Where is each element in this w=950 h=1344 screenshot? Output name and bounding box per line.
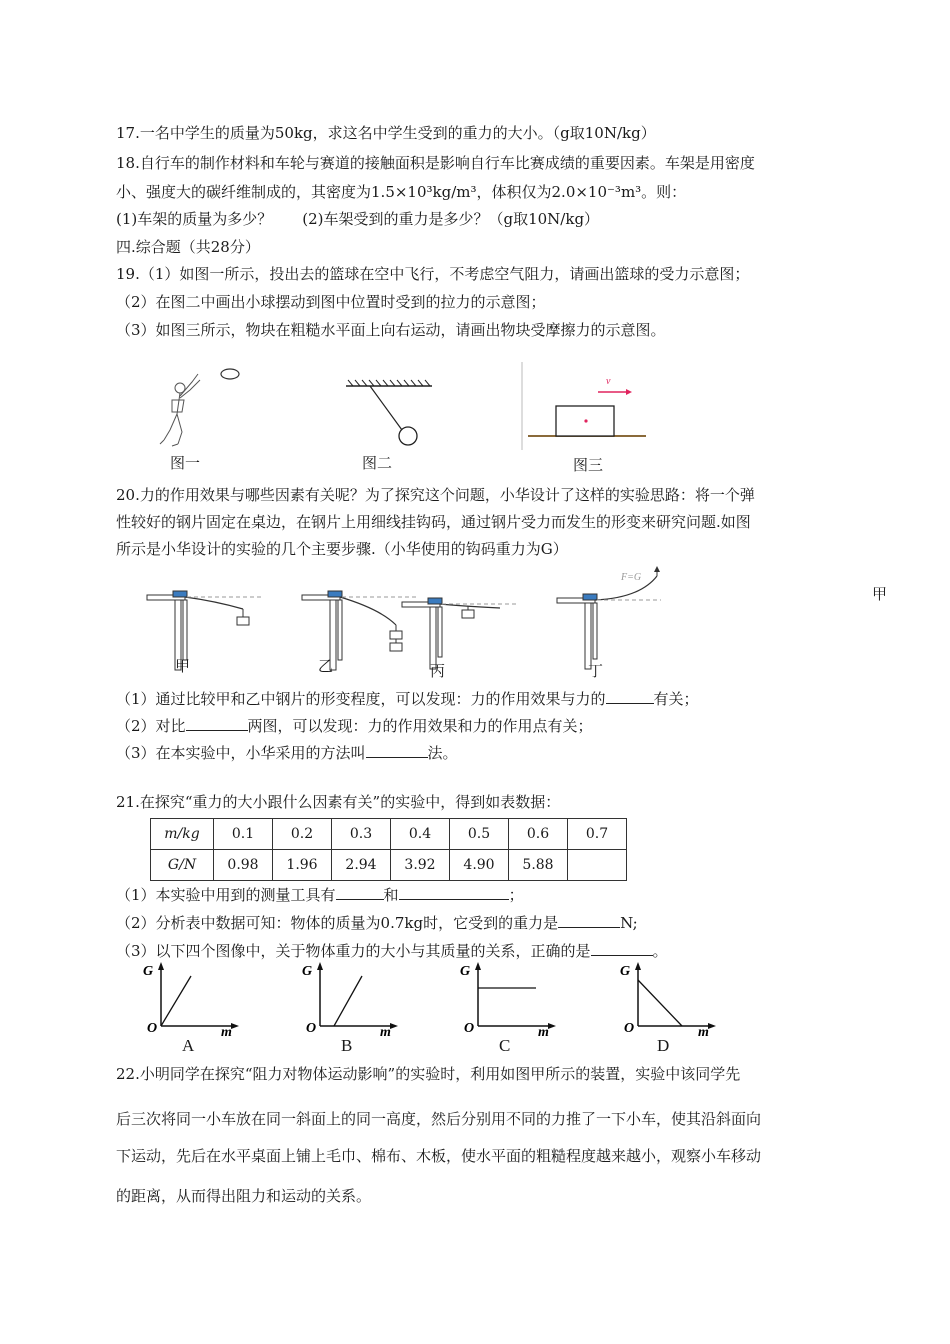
q17-text: 17.一名中学生的质量为50kg，求这名中学生受到的重力的大小。（g取10N/kg） [116, 124, 656, 142]
q21-sub2 [116, 911, 638, 933]
q18-line1: 18.自行车的制作材料和车轮与赛道的接触面积是影响自行车比赛成绩的重要因素。车架是用密度 [116, 154, 755, 172]
table-cell: 0.3 [332, 819, 391, 850]
q21-sub3-prefix: （3）以下四个图像中，关于物体重力的大小与其质量的关系，正确的是 [116, 942, 591, 960]
y-axis-label: G [620, 964, 631, 979]
q20-sub3-suffix: 法。 [427, 744, 458, 762]
q21-sub1-suffix: ； [508, 886, 524, 904]
table-cell: 0.98 [214, 850, 273, 881]
answer-blank[interactable] [366, 741, 428, 758]
table-cell: 1.96 [273, 850, 332, 881]
table-header-cell: m/kg [151, 819, 214, 850]
q20-sub3-prefix: （3）在本实验中，小华采用的方法叫 [116, 744, 366, 762]
origin-label: O [464, 1021, 475, 1036]
x-axis-label: m [698, 1025, 709, 1040]
origin-label: O [624, 1021, 635, 1036]
q20-sub2-prefix: （2）对比 [116, 717, 186, 735]
graph-option-b [302, 962, 402, 1040]
q20-sub2 [116, 714, 593, 736]
q22-line3: 下运动，先后在水平桌面上铺上毛巾、棉布、木板，使水平面的粗糙程度越来越小，观察小车移动 [116, 1147, 762, 1165]
q20-sub1-prefix: （1）通过比较甲和乙中钢片的形变程度，可以发现：力的作用效果与力的 [116, 690, 606, 708]
q22-line2: 后三次将同一小车放在同一斜面上的同一高度，然后分别用不同的力推了一下小车，使其沿斜面向 [116, 1110, 762, 1128]
steel-strip-ding [555, 568, 675, 672]
table-header-cell: G/N [151, 850, 214, 881]
answer-blank[interactable] [591, 939, 653, 956]
q22-line4: 的距离，从而得出阻力和运动的关系。 [116, 1187, 372, 1205]
origin-label: O [147, 1021, 158, 1036]
fig-ding: 丁 [588, 662, 604, 680]
table-row [151, 850, 627, 881]
y-axis-label: G [302, 964, 313, 979]
y-axis-label: G [460, 964, 471, 979]
table-cell: 3.92 [391, 850, 450, 881]
basketball [221, 369, 239, 379]
y-axis-label: G [143, 964, 154, 979]
fig-jia: 甲 [175, 657, 191, 675]
section-heading: 四.综合题（共28分） [116, 238, 260, 256]
q21-sub1-prefix: （1）本实验中用到的测量工具有 [116, 886, 336, 904]
option-a-label[interactable]: A [182, 1036, 195, 1055]
mass-weight-table [150, 818, 627, 881]
table-cell: 0.5 [450, 819, 509, 850]
q20-sub1-suffix: 有关； [653, 690, 699, 708]
fig1-caption: 图一 [170, 454, 201, 472]
q22-line1: 22.小明同学在探究“阻力对物体运动影响”的实验时，利用如图甲所示的装置，实验中该同学先 [116, 1065, 741, 1083]
q21-sub3-suffix: 。 [652, 942, 668, 960]
q21-sub3 [116, 939, 668, 961]
answer-blank[interactable] [558, 911, 620, 928]
q21-intro: 21.在探究“重力的大小跟什么因素有关”的实验中，得到如表数据： [116, 793, 561, 811]
fig2-caption: 图二 [362, 454, 393, 472]
q21-sub1-middle: 和 [383, 886, 399, 904]
pendulum-figure [340, 378, 440, 450]
fig-bing: 丙 [430, 662, 446, 680]
graph-option-a [143, 962, 243, 1040]
q18-line3: (1)车架的质量为多少？ (2)车架受到的重力是多少？（g取10N/kg） [116, 210, 600, 228]
q20-line1: 20.力的作用效果与哪些因素有关呢？为了探究这个问题，小华设计了这样的实验思路：将一个弹 [116, 486, 755, 504]
pendulum-ball [399, 427, 417, 445]
table-cell[interactable] [568, 850, 627, 881]
origin-label: O [306, 1021, 317, 1036]
graph-option-d [620, 962, 720, 1040]
q21-sub2-prefix: （2）分析表中数据可知：物体的质量为0.7kg时，它受到的重力是 [116, 914, 559, 932]
table-cell: 0.6 [509, 819, 568, 850]
q19-line2: （2）在图二中画出小球摆动到图中位置时受到的拉力的示意图； [116, 293, 546, 311]
side-label: 甲 [872, 585, 888, 603]
answer-blank[interactable] [606, 687, 654, 704]
q19-line3: （3）如图三所示，物块在粗糙水平面上向右运动，请画出物块受摩擦力的示意图。 [116, 321, 666, 339]
table-cell: 0.7 [568, 819, 627, 850]
answer-blank[interactable] [336, 883, 384, 900]
option-b-label[interactable]: B [341, 1036, 353, 1055]
q21-sub2-suffix: N; [620, 914, 638, 932]
table-cell: 0.2 [273, 819, 332, 850]
q20-sub1 [116, 687, 699, 709]
force-label: F=G [621, 572, 642, 583]
table-cell: 4.90 [450, 850, 509, 881]
table-row [151, 819, 627, 850]
graph-option-c [460, 962, 560, 1040]
option-c-label[interactable]: C [499, 1036, 511, 1055]
table-cell: 0.4 [391, 819, 450, 850]
q19-line1: 19.（1）如图一所示，投出去的篮球在空中飞行，不考虑空气阻力，请画出篮球的受力示意图； [116, 265, 750, 283]
q20-sub2-suffix: 两图，可以发现：力的作用效果和力的作用点有关； [247, 717, 593, 735]
answer-blank[interactable] [186, 714, 248, 731]
table-cell: 5.88 [509, 850, 568, 881]
basketball-player-figure [150, 362, 270, 452]
q18-line2: 小、强度大的碳纤维制成的，其密度为1.5×10³kg/m³，体积仅为2.0×10⁻³m³。则： [116, 183, 687, 201]
q20-line3: 所示是小华设计的实验的几个主要步骤.（小华使用的钩码重力为G） [116, 540, 568, 558]
fig-yi: 乙 [318, 657, 334, 675]
x-axis-label: m [221, 1025, 232, 1040]
steel-strip-jia [145, 585, 265, 675]
table-cell: 2.94 [332, 850, 391, 881]
answer-blank[interactable] [399, 883, 509, 900]
option-d-label[interactable]: D [657, 1036, 670, 1055]
x-axis-label: m [538, 1025, 549, 1040]
fig3-caption: 图三 [573, 456, 604, 474]
q20-line2: 性较好的钢片固定在桌边，在钢片上用细线挂钩码，通过钢片受力而发生的形变来研究问题.如图 [116, 513, 751, 531]
block-figure [520, 362, 650, 454]
steel-strip-bing [400, 592, 520, 672]
q21-sub1 [116, 883, 524, 905]
velocity-label: v [606, 376, 611, 387]
q20-sub3 [116, 741, 458, 763]
x-axis-label: m [380, 1025, 391, 1040]
table-cell: 0.1 [214, 819, 273, 850]
